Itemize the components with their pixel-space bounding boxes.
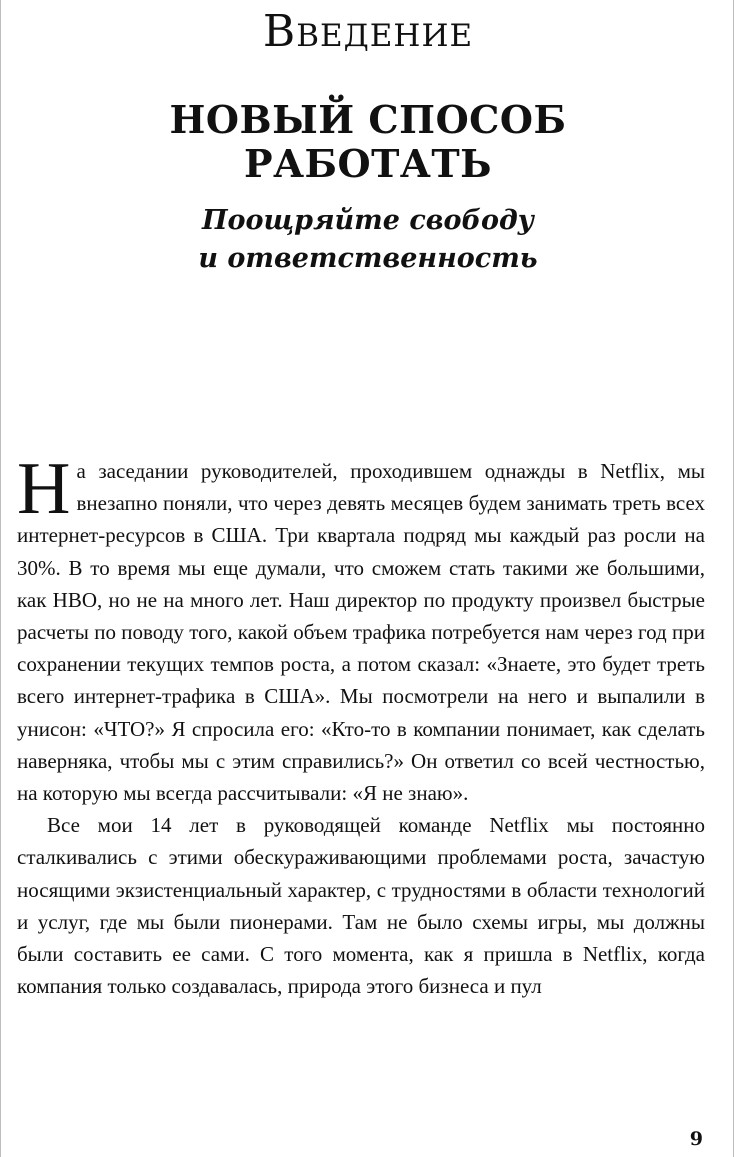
page-number: 9 bbox=[689, 1128, 703, 1150]
chapter-subtitle-line-1: Поощряйте свободу bbox=[202, 205, 534, 236]
drop-cap: Н bbox=[17, 448, 71, 530]
paragraph-1 bbox=[17, 448, 705, 809]
paragraph-2: Все мои 14 лет в руководящей команде Netflix мы постоянно сталкивались с этими обескураживающими проблемами роста, зачастую носящими экзистенциальный характер, с трудностями в области технологий и услуг, где мы были пионерами. Там не было схемы игры, мы должны были составить ее сами. С того момента, как я пришла в Netflix, когда компания только создавалась, природа этого бизнеса и пул bbox=[17, 813, 705, 999]
chapter-subtitle-line-2: и ответственность bbox=[198, 243, 538, 274]
paragraph-1-text: а заседании руководителей, проходившем однажды в Netflix, мы внезапно поняли, что через девять месяцев будем занимать треть всех интернет-ресурсов в США. Три квартала подряд мы каждый раз росли на 30%. В то время мы еще думали, что сможем стать такими же большими, как HBO, но не на много лет. Наш директор по продукту произвел быстрые расчеты по поводу того, какой объем трафика потребуется нам через год при сохранении текущих темпов роста, а потом сказал: «Знаете, это будет треть всего интернет-трафика в США». Мы посмотрели на него и выпалили в унисон: «ЧТО?» Я спросила его: «Кто-то в компании понимает, как сделать наверняка, чтобы мы с этим справились?» Он ответил со всей честностью, на которую мы всегда рассчитывали: «Я не знаю». bbox=[17, 459, 705, 806]
chapter-title bbox=[1, 98, 734, 186]
body-text bbox=[17, 448, 705, 1002]
chapter-subtitle bbox=[1, 202, 734, 278]
chapter-label: Введение bbox=[262, 6, 474, 57]
chapter-title-line-2: РАБОТАТЬ bbox=[244, 141, 492, 186]
chapter-title-line-1: НОВЫЙ СПОСОБ bbox=[169, 97, 567, 142]
